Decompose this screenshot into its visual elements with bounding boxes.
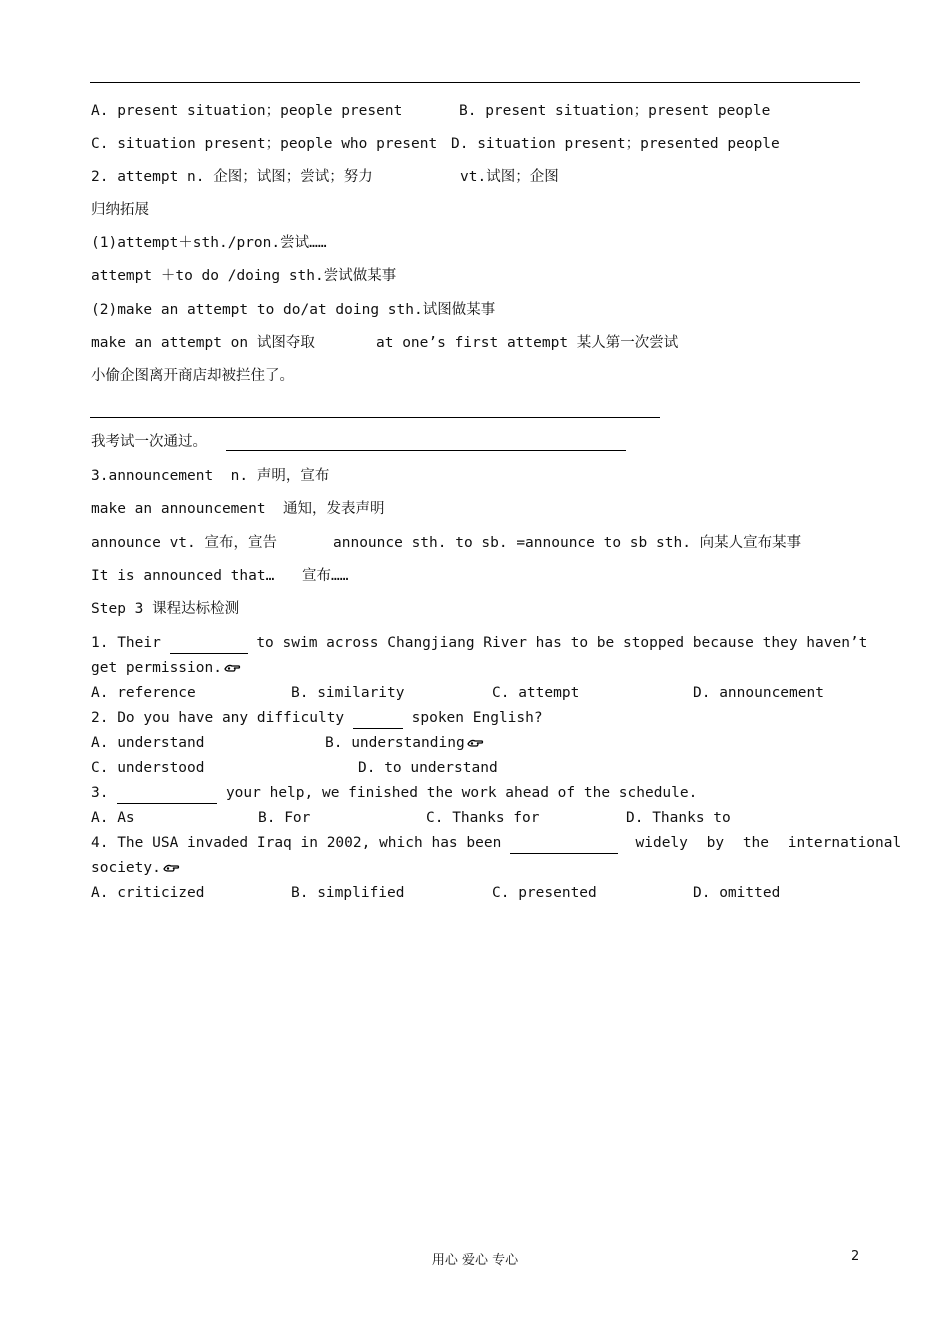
announcement-usage-2a: announce vt. 宣布，宣告	[91, 535, 277, 551]
question-4-option-b: B. simplified	[291, 885, 405, 901]
question-2-stem-post: spoken English?	[411, 710, 543, 726]
question-2-option-d: D. to understand	[358, 760, 498, 776]
hand-pointer-icon	[224, 663, 241, 673]
question-2-option-b-row	[325, 733, 484, 753]
question-3-option-a: A. As	[91, 810, 135, 826]
summary-label: 归纳拓展	[91, 202, 149, 218]
prev-option-b: B. present situation；present people	[459, 103, 771, 119]
question-1-stem-end: get permission.	[91, 660, 222, 676]
answer-line-2[interactable]	[226, 450, 626, 451]
translation-exercise-2: 我考试一次通过。	[91, 434, 207, 450]
question-2-line-1	[91, 708, 543, 729]
attempt-usage-4a: make an attempt on 试图夺取	[91, 335, 315, 351]
question-3-stem-pre: 3.	[91, 785, 109, 801]
question-1-option-c: C. attempt	[492, 685, 580, 701]
announcement-usage-3b: 宣布……	[302, 568, 349, 584]
question-3-blank[interactable]	[117, 783, 217, 804]
question-1-stem-pre: 1. Their	[91, 635, 161, 651]
announcement-usage-3a: It is announced that…	[91, 568, 275, 584]
question-1-option-a: A. reference	[91, 685, 196, 701]
footer-motto: 用心 爱心 专心	[431, 1253, 519, 1268]
question-2-option-b: B. understanding	[325, 735, 465, 751]
question-4-stem-pre: 4. The USA invaded Iraq in 2002, which has been	[91, 835, 502, 851]
top-rule	[90, 82, 860, 83]
attempt-heading: 2. attempt n. 企图；试图；尝试；努力 vt.试图；企图	[91, 169, 559, 185]
question-2-blank[interactable]	[353, 708, 403, 729]
prev-option-c: C. situation present；people who present	[91, 136, 438, 152]
attempt-usage-3: (2)make an attempt to do/at doing sth.试图做某事	[91, 302, 496, 318]
question-1-option-b: B. similarity	[291, 685, 405, 701]
hand-pointer-icon	[163, 863, 180, 873]
question-2-option-a: A. understand	[91, 735, 205, 751]
question-3-option-b: B. For	[258, 810, 311, 826]
question-3-option-c: C. Thanks for	[426, 810, 540, 826]
page-number: 2	[851, 1249, 860, 1264]
attempt-usage-4b: at one’s first attempt 某人第一次尝试	[376, 335, 679, 351]
question-4-blank[interactable]	[510, 833, 618, 854]
question-1-option-d: D. announcement	[693, 685, 824, 701]
question-4-stem-end: society.	[91, 860, 161, 876]
attempt-usage-1: (1)attempt＋sth./pron.尝试……	[91, 235, 327, 251]
prev-option-a: A. present situation；people present	[91, 103, 403, 119]
hand-pointer-icon	[467, 738, 484, 748]
prev-option-d: D. situation present；presented people	[451, 136, 780, 152]
announcement-usage-1: make an announcement 通知，发表声明	[91, 501, 385, 517]
question-2-option-c: C. understood	[91, 760, 205, 776]
question-3-stem-post: your help, we finished the work ahead of the schedule.	[225, 785, 698, 801]
question-4-line-2	[91, 858, 180, 878]
question-4-stem-post: widely by the international	[635, 835, 902, 851]
translation-exercise-1: 小偷企图离开商店却被拦住了。	[91, 368, 294, 384]
question-4-option-d: D. omitted	[693, 885, 781, 901]
question-1-line-2	[91, 658, 241, 678]
step3-heading: Step 3 课程达标检测	[91, 601, 240, 617]
question-4-option-c: C. presented	[492, 885, 597, 901]
question-4-option-a: A. criticized	[91, 885, 205, 901]
question-1-stem-post: to swim across Changjiang River has to be stopped because they haven’t	[256, 635, 868, 651]
question-1-blank[interactable]	[170, 633, 248, 654]
announcement-usage-2b: announce sth. to sb. =announce to sb sth. 向某人宣布某事	[333, 535, 802, 551]
question-1-line-1	[91, 633, 867, 654]
attempt-usage-2: attempt ＋to do /doing sth.尝试做某事	[91, 268, 397, 284]
question-4-line-1	[91, 833, 901, 854]
question-3-option-d: D. Thanks to	[626, 810, 731, 826]
answer-line-1[interactable]	[90, 417, 660, 418]
question-3-line-1	[91, 783, 697, 804]
question-2-stem-pre: 2. Do you have any difficulty	[91, 710, 345, 726]
announcement-heading: 3.announcement n. 声明，宣布	[91, 468, 330, 484]
